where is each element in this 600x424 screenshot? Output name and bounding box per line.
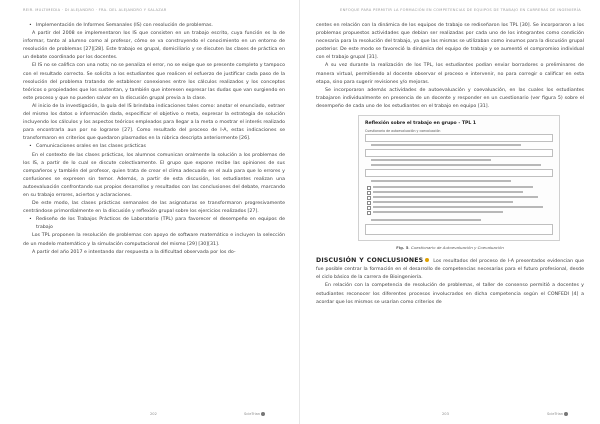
section-marker-icon <box>425 258 429 262</box>
brand-logo-icon <box>564 412 568 416</box>
figure-text-line <box>371 219 481 221</box>
brand-text: ScieTrian <box>547 412 564 416</box>
paragraph: Al inicio de la investigación, la guía del IS brindaba indicaciones tales como: anotar el enunciado, extraer del mismo los datos o información dada, especificar el objetivo o meta, expresar la estrategia de solución incluyendo los cálculos y los aspectos teóricos empleados para llegar a la meta o mostrar el interés realizado para encontrarla aun por no lograrse [27]. Como resultado del proceso de I-A, estas indicaciones se transformaron en criterios que quedaron plasmados en la rúbrica descripta anteriormente [26]. <box>23 103 285 142</box>
bullet-item <box>23 216 285 232</box>
figure-text-line <box>373 186 533 188</box>
section-lead: Los resultados del proceso de I-A presentados evidencian que fue posible centrar la formación en el desarrollo de competencias necesarias para el futuro profesional, desde el ciclo básico de la carrera de Bioingeniería. <box>316 259 584 281</box>
paragraph: Se incorporaron además actividades de autoevaluación y coevaluación, en las cuales los estudiantes trabajaron individualmente en presencia de un docente y responder en un cuestionario (ver figura 5) sobre el desempeño de cada uno de los estudiantes en el trabajo en equipo [31]. <box>316 87 584 109</box>
figure-text-line <box>373 191 523 193</box>
figure-text-line <box>373 211 503 213</box>
paragraph: En relación con la competencia de resolución de problemas, el taller de consenso permitió a docentes y estudiantes reconocer los diferentes procesos involucrados en dicha competencia según el CONFEDI [4] a acordar que los mismos se usarían como criterios de <box>316 283 584 305</box>
caption-text: Cuestionario de Autoevaluación y Coevaluación <box>410 245 504 251</box>
figure-text-line <box>373 201 513 203</box>
bullet-text: Rediseño de los Trabajos Prácticos de Laboratorio (TPL) para favorecer el desempeño en equipos de trabajo <box>36 217 285 231</box>
bullet-text: Comunicaciones orales en las clases prácticas <box>36 144 147 150</box>
right-footer-brand <box>547 412 568 416</box>
figure-question-box <box>365 149 553 157</box>
section-paragraph <box>316 257 584 282</box>
right-running-header: ENFOQUE PARA PERMITIR LA FORMACIÓN EN COMPETENCIAS DE EQUIPOS DE TRABAJO EN CARRERAS DE INGENIERÍA <box>340 8 581 12</box>
figure-checkbox-icon <box>367 211 371 215</box>
paragraph: En el contexto de las clases prácticas, los alumnos comunican oralmente la solución a los problemas de los IS, a partir de lo cual se discute colectivamente. El grupo que expone recibe las opiniones de sus compañeros y también del profesor, quien trata de crear el clima adecuado en el aula para que lo errores y confusiones se expresen sin temor. Además, a partir de esta discusión, los estudiantes realizan una autoevaluación confrontando sus propios desarrollos y resultados con las conclusiones del debate, marcando en su trabajo errores, aciertos y aclaraciones. <box>23 152 285 198</box>
bullet-icon: • <box>29 217 32 223</box>
figure-text-line <box>371 180 511 182</box>
paragraph: Los TPL proponen la resolución de problemas con apoyo de software matemático e incluyen la selección de un modelo matemático y la simulación computacional del mismo [29] [30][31]. <box>23 233 285 247</box>
figure-question-box <box>365 134 553 142</box>
left-running-header: REIR. MULTIMEDIA · DI ALEJANDRO · FRA. DEL ALEJANDRO Y SALAZAR <box>23 8 167 12</box>
bullet-icon: • <box>29 23 32 28</box>
figure-question-box <box>365 169 553 177</box>
figure-checkbox-icon <box>367 186 371 190</box>
paragraph: El IS no se califica con una nota; no se penaliza el error, no se exige que se presente completo y tampoco con el resultado correcto. Se solicita a los estudiantes que realicen el esfuerzo de justificar cada paso de la resolución del problema tratando de establecer conexiones entre los cálculos realizados y los conceptos teóricos o propiedades que los sustentan, y también que interesen expresar las dudas que van surgiendo en este proceso y que no pueden salvar en la discusión grupal previa a la clase. <box>23 63 285 101</box>
figure-checkbox-icon <box>367 191 371 195</box>
figure-text-line <box>371 164 541 166</box>
left-footer-brand <box>244 412 265 416</box>
figure-caption: Fig. 5. Cuestionario de Autoevaluación y Coevaluación <box>396 245 504 251</box>
paragraph: A partir del año 2017 e intentando dar respuesta a la dificultad observada por los do- <box>32 249 236 255</box>
figure-questionnaire-screenshot <box>358 115 560 241</box>
figure-text-line <box>371 159 491 161</box>
paragraph: A su vez durante la realización de los TPL, los estudiantes podían enviar borradores o preliminares de manera virtual, permitiendo al docente observar el proceso e intervenir, no para corregir o calificar en esta etapa, sino para sugerir revisiones y/o mejoras. <box>316 63 584 85</box>
paragraph: A partir del 2008 se implementaron los IS que consisten en un trabajo escrito, cuya función es la de informar, tanto al alumno como al profesor, cómo se va construyendo el conocimiento en un entorno de resolución de problemas [27][28]. Este trabajo es grupal, domiciliario y se discuten las clases de práctica en un debate coordinado por los docentes. <box>23 31 285 61</box>
figure-checkbox-icon <box>367 196 371 200</box>
paragraph: centes en relación con la dinámica de los equipos de trabajo se rediseñaron los TPL [30]. Se incorporaron a los problemas propuestos actividades que debían ser realizadas por cada uno de los integrantes como condición necesaria para la resolución del trabajo, ya que las mismas se utilizaban como insumos para la discusión grupal posterior. De este modo se favoreció la dinámica del equipo de trabajo y se aumentó el compromiso individual con el trabajo grupal [31]. <box>316 23 584 61</box>
bullet-item <box>23 143 285 151</box>
figure-text-line <box>371 144 521 146</box>
figure-text-line <box>373 196 538 198</box>
figure-subtitle: Cuestionario de autoevaluación y coevaluación <box>365 129 441 134</box>
paragraph: De este modo, las clases prácticas semanales de las asignaturas se transformaron progresivamente centrándose primordialmente en la discusión y reflexión grupal sobre los ejercicios realizados [27]. <box>23 201 285 215</box>
figure-checkbox-icon <box>367 206 371 210</box>
section-title-part: DISCUSIÓN <box>316 257 357 265</box>
brand-logo-icon <box>261 412 265 416</box>
section-title-part: Y CONCLUSIONES <box>359 257 424 265</box>
left-page-number: 202 <box>150 412 157 416</box>
caption-label: Fig. 5 <box>396 245 409 251</box>
bullet-icon: • <box>29 144 32 150</box>
right-page <box>300 0 600 424</box>
section-title <box>316 257 431 264</box>
figure-text-line <box>373 206 543 208</box>
bullet-text: Implementación de Informes Semanales (IS) con resolución de problemas. <box>36 23 213 28</box>
figure-checkbox-icon <box>367 201 371 205</box>
right-page-body <box>316 22 584 307</box>
brand-text: ScieTrian <box>244 412 261 416</box>
left-page-body <box>23 22 285 257</box>
right-page-number: 203 <box>442 412 449 416</box>
bullet-item <box>23 22 285 30</box>
figure-title: Reflexión sobre el trabajo en grupo - TPL 1 <box>365 121 477 127</box>
figure-answer-box <box>365 224 553 235</box>
